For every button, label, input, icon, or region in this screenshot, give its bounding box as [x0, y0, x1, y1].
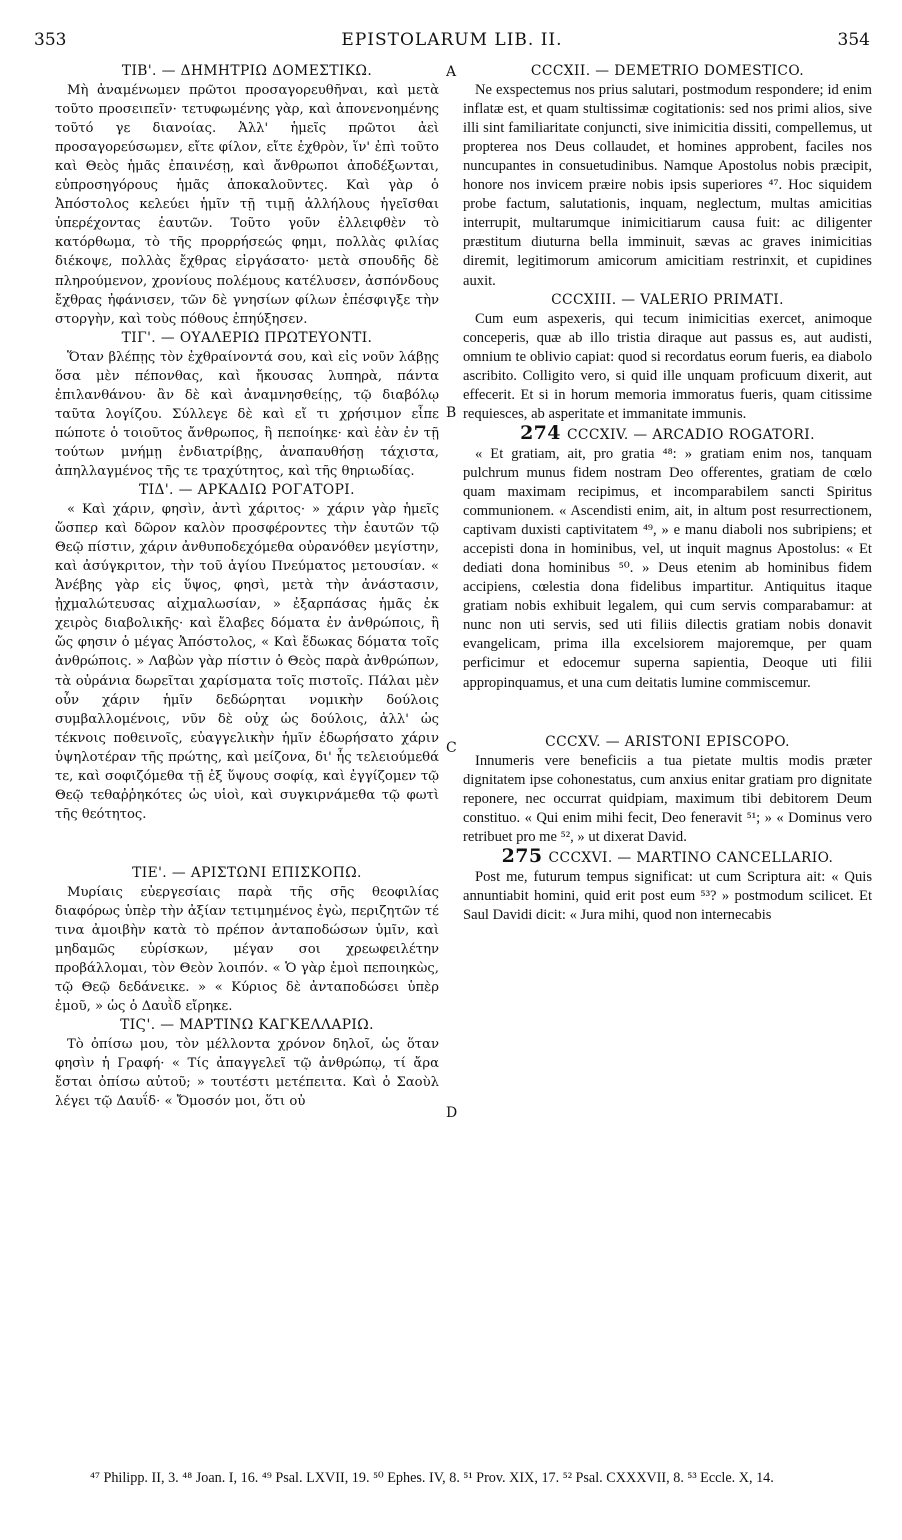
letter-text: Τὸ ὀπίσω μου, τὸν μέλλοντα χρόνον δηλοῖ, ὡς ὅταν φησὶν ἡ Γραφή· « Τίς ἀπαγγελεῖ τῷ ἀνθρώπῳ, τί ἄρα ἔσται ὀπίσω αὐτοῦ; » τουτέστι μετέπειτα. Καὶ ὁ Σαοὺλ λέγει τῷ Δαυΐδ· « Ὄμοσόν μοι, ὅτι οὐ: [55, 1037, 439, 1110]
margin-letter: B: [446, 405, 457, 421]
page-number-left: 353: [34, 30, 67, 50]
column-number: 274: [520, 421, 561, 444]
letter-title: ΤΙϚ'. — ΜΑΡΤΙΝΩ ΚΑΓΚΕΛΛΑΡΙΩ.: [120, 1017, 374, 1034]
margin-letter: A: [446, 64, 457, 80]
letter-title: ΤΙΓ'. — ΟΥΑΛΕΡΙΩ ΠΡΩΤΕΥΟΝΤΙ.: [121, 329, 373, 346]
letter-title: CCCXIII. — VALERIO PRIMATI.: [551, 291, 784, 308]
page-number-right: 354: [837, 30, 870, 50]
latin-column: [463, 62, 872, 925]
letter-text: « Et gratiam, ait, pro gratia ⁴⁸: » gratiam enim nos, tanquam pulchrum munus fidem nostram Deo offerentes, gratiam de cœlo quam maximam recipimus, et incomparabilem sancti Spiritus communionem. « Ascendisti enim, ait, in altum post resurrectionem, captivam duxisti captivitatem ⁴⁹, » e manu diaboli nos subripiens; et accepisti dona in hominibus, vel, ut inquit magnus Apostolus: « Et dediati dona hominibus ⁵⁰. » Deus etenim ab hominibus fidem accipiens, cœlestia dona fidelibus impartitur. Antiquitus itaque gratiam nobis exhibuit legalem, qui cum servis comparabamur: at nunc non uti servis, sed uti filiis dilectis gratiam nobis donavit evangelicam, prima illa excelsiorem majoremque, per quam perficimur et edocemur superna sapientia, Deoque uti filii appropinquamus, et una cum deitatis lumine commiscemur.: [463, 445, 872, 691]
letter-text: Cum eum aspexeris, qui tecum inimicitias exercet, animoque conceperis, quæ ab illo tristia dirаque aut passus es, aut audisti, omnium te oblivio capiat: quod si recordatus eorum fueris, ea diabolo ascribito. Colligito vero, si quid ille unquam proficuum dixerit, aut effecerit. Et si in horum memoria immoratus fueris, quam citissime requiesces, ab asperitate et immanitate immunis.: [463, 310, 872, 422]
letter-title: 274 CCCXIV. — ARCADIO ROGATORI.: [520, 421, 815, 444]
letter-title: ΤΙΔ'. — ΑΡΚΑΔΙΩ ΡΟΓΑΤΟΡΙ.: [139, 482, 355, 499]
letter-title: ΤΙΕ'. — ΑΡΙΣΤΩΝΙ ΕΠΙΣΚΟΠΩ.: [132, 864, 362, 881]
running-title: EPISTOLARUM LIB. II.: [341, 30, 563, 50]
letter-text: Innumeris vere beneficiis a tua pietate multis modis præter dignitatem ipse cohonestatus, cum anxius enitar gratiam pro dignitate reponere, nec occurrat quidpiam, maximum tibi debitorem Deum constituo. « Qui enim mihi fecit, Deo feneravit ⁵¹; » « Dominus vero retribuet pro me ⁵², » ut dixerat David.: [463, 752, 872, 845]
letter-text: « Καὶ χάριν, φησὶν, ἀντὶ χάριτος· » χάριν γὰρ ἡμεῖς ὥσπερ καὶ δῶρον καλὸν προσφέροντες τὴν ἑαυτῶν τῷ Θεῷ πίστιν, χάριν ἀνθυποδεχόμεθα οὐρανόθεν μεγίστην, καὶ ἀσύγκριτον, τὴν τοῦ ἁγίου Πνεύματος μετουσίαν. « Ἀνέβης γὰρ εἰς ὕψος, φησὶ, μετὰ τὴν ἀνάστασιν, ᾐχμαλώτευσας αἰχμαλωσίαν, » ἐξαρπάσας ἡμᾶς ἐκ χειρὸς διαβολικῆς· καὶ ἔλαβες δόματα ἐν ἀνθρώποις, ἢ ὥς φησιν ὁ μέγας Ἀπόστολος, « Καὶ ἔδωκας δόματα τοῖς ἀνθρώποις. » Λαβὼν γὰρ πίστιν ὁ Θεὸς παρὰ ἀνθρώπων, τὰ οὐράνια δωρεῖται χαρίσματα τοῖς πιστοῖς. Πάλαι μὲν οὖν χάριν ἡμῖν δεδώρηται νομικὴν δούλοις συμβαλλομένοις, νῦν δὲ οὐχ ὡς δούλοις, ἀλλ' ὡς τέκνοις ποθεινοῖς, εὐαγγελικὴν ἡμῖν ἐδωρήσατο χάριν ὑψηλοτέραν τῆς πρώτης, καὶ μείζονα, δι' ἧς τελειούμεθά τε, καὶ σοφιζόμεθα τῇ ἐξ ὕψους σοφίᾳ, καὶ ἐγγίζομεν τῷ Θεῷ τεθαῤῥηκότες ὡς υἱοὶ, καὶ συγκιρνάμεθα τῷ φωτὶ τῆς θεότητος.: [55, 502, 439, 822]
margin-letter: C: [446, 740, 457, 756]
greek-column: [55, 62, 439, 1111]
letter-text: Post me, futurum tempus significat: ut cum Scriptura ait: « Quis annuntiabit homini, quid erit post eum ⁵³? » postmodum scilicet. Et Saul Davidi dicit: « Jura mihi, quod non internecabis: [463, 868, 872, 923]
letter-text: Ὅταν βλέπῃς τὸν ἐχθραίνοντά σου, καὶ εἰς νοῦν λάβῃς ὅσα μὲν πέπονθας, καὶ ἤκουσας λυπηρὰ, πάντα ἐπιλανθάνου· ἂν δὲ καὶ ἀναμνησθείῃς, τῷ διαβόλῳ ταῦτα λογίζου. Σύλλεγε δὲ καὶ εἴ τι χρήσιμον εἶπε πώποτε ὁ τοιοῦτος ἄνθρωπος, ἢ πεποίηκε· καὶ ἐὰν ἐν τῇ τούτων μνήμῃ ἐνδιατρίβῃς, ἀναπαυθήσῃ τάχιστα, ἀπηλλαγμένος τῆς τε τραχύτητος, καὶ τῆς θηριωδίας.: [55, 349, 439, 479]
letter-text: Ne exspectemus nos prius salutari, postmodum respondere; id enim inflatæ est, et quam stultissimæ cogitationis: sed nos primi alios, sive illi sint familiaritate conjuncti, sive inimicitia dissiti, compellemus, ut propterea nos Deus collaudet, et homines approbent, faciles nos nuncupantes in consuetudinibus. Namque Apostolus nobis præcipit, honore nos invicem præire nobis ipsis superiores ⁴⁷. Hoc siquidem probe factum, salutationis, inquam, neglectum, multas amicitias interrupit, multarumque inimicitiarum causa fuit: ac diligenter præstitum diuturna bella imminuit, sævas ac graves inimicitias diremit, legitimorum amicorum amicitiam restrinxit, et cupidines auxit.: [463, 82, 872, 289]
running-header: [34, 30, 870, 56]
margin-letter: D: [446, 1105, 458, 1121]
letter-title: CCCXII. — DEMETRIO DOMESTICO.: [530, 63, 805, 79]
footnotes: ⁴⁷ Philipp. II, 3. ⁴⁸ Joan. I, 16. ⁴⁹ Psal. LXVII, 19. ⁵⁰ Ephes. IV, 8. ⁵¹ Prov. XIX, 17. ⁵² Psal. CXXXVII, 8. ⁵³ Eccle. X, 14.: [90, 1470, 774, 1486]
letter-text: Μὴ ἀναμένωμεν πρῶτοι προσαγορευθῆναι, καὶ μετὰ τοῦτο προσειπεῖν· τετυφωμένης γὰρ, καὶ ἀπονενοημένης τοῦτό γε διανοίας. Ἀλλ' ἡμεῖς πρῶτοι ἀεὶ προσαγορεύσωμεν, εἴτε φίλον, εἴτε ἐχθρὸν, ἵν' ἐπὶ τοῦτο καὶ Θεὸς ἡμᾶς ἐπαινέσῃ, καὶ ἄνθρωποι ἀποδέξωνται, εὐπροσηγόρους ἡμᾶς ἀποκαλοῦντες. Καὶ γὰρ ὁ Ἀπόστολος κελεύει ἡμῖν τῇ τιμῇ ἀλλήλους ἡγεῖσθαι ὑπερέχοντας ἑαυτῶν. Τοῦτο γοῦν ἐλλειφθὲν τὸ κατόρθωμα, τὸ τῆς προρρήσεώς φημι, πολλὰς φιλίας διέκοψε, πολλὰς ἔχθρας εἰργάσατο· μετὰ σπουδῆς δὲ πληρούμενον, χρονίους πολέμους κατέλυσεν, ἀσπόνδους ἔχθρας ἠφάνισεν, τῶν δὲ γνησίων φίλων ἐπέσφιγξε τὴν στοργὴν, καὶ τοὺς πόθους ἐπηύξησεν.: [55, 83, 439, 327]
letter-title: 275 CCCXVI. — MARTINO CANCELLARIO.: [501, 844, 834, 867]
letter-title: ΤΙΒ'. — ΔΗΜΗΤΡΙΩ ΔΟΜΕΣΤΙΚΩ.: [121, 63, 373, 79]
letter-title: CCCXV. — ARISTONI EPISCOPO.: [545, 733, 790, 750]
column-number: 275: [501, 844, 543, 867]
letter-text: Μυρίαις εὐεργεσίαις παρὰ τῆς σῆς θεοφιλίας διαφόρως ὑπὲρ τὴν ἀξίαν τετιμημένος ἐγὼ, περιζητῶν τέ τινα ἀμοιβὴν κατὰ τὸ πρέπον ἀνταποδώσων ὑμῖν, καὶ μηδαμῶς εὑρίσκων, μέγαν σοι χρεωφειλέτην προβάλλομαι, τὸν Θεὸν λοιπόν. « Ὁ γὰρ ἐμοὶ πεποιηκὼς, τῷ Θεῷ δεδάνεικε. » « Κύριος δὲ ἀνταποδώσει ὑπὲρ ἐμοῦ, » ὡς ὁ Δαυῒδ εἴρηκε.: [55, 884, 439, 1015]
